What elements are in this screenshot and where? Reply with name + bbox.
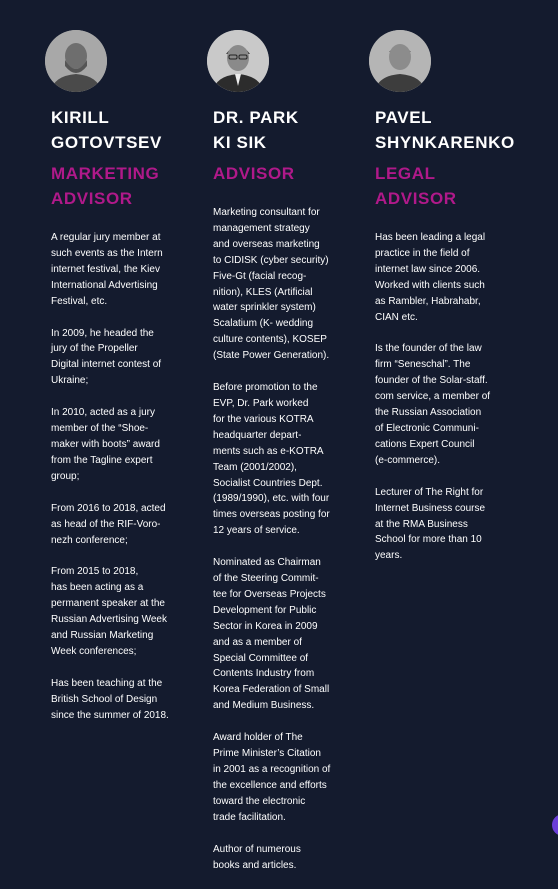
bio-paragraph: Marketing consultant for management strategy and overseas marketing to CIDISK (cyber security) Five-Gt (facial recog- nition), KLES (Artificial water sprinkler system) Scalatium (K- wedding culture contents), KOSEP (State Power Generation). xyxy=(213,207,330,362)
bio-paragraph: In 2010, acted as a jury member of the “Shoe- maker with boots” award from the Tagline expert group; xyxy=(51,407,160,482)
advisor-role: MARKETING ADVISOR xyxy=(51,164,160,208)
bio-paragraph: Has been leading a legal practice in the field of internet law since 2006. Worked with clients such as Rambler, Habrahabr, CIAN etc. xyxy=(375,232,486,323)
advisor-role: LEGAL ADVISOR xyxy=(375,164,457,208)
advisor-bio xyxy=(51,230,193,740)
bio-paragraph: Nominated as Chairman of the Steering Commit- tee for Overseas Projects Development for Public Sector in Korea in 2009 and as a member of Special Committee of Contents Industry from Korea Federation of Small and Medium Business. xyxy=(213,557,330,712)
bio-paragraph: Has been teaching at the British School of Design since the summer of 2018. xyxy=(51,677,169,721)
advisor-name: DR. PARK KI SIK xyxy=(213,108,299,152)
advisor-name: KIRILL GOTOVTSEV xyxy=(51,108,162,152)
bio-paragraph: From 2016 to 2018, acted as head of the RIF-Voro- nezh conference; xyxy=(51,502,166,546)
avatar xyxy=(207,30,269,92)
floating-action-button[interactable] xyxy=(552,814,558,836)
bio-paragraph: Lecturer of The Right for Internet Business course at the RMA Business School for more than 10 years. xyxy=(375,486,486,562)
advisor-role: ADVISOR xyxy=(213,164,295,183)
advisor-name: PAVEL SHYNKARENKO xyxy=(375,108,515,152)
bio-paragraph: Is the founder of the law firm “Seneschal”. The founder of the Solar-staff. com service, a member of the Russian Association of Electronic Communi- cations Expert Council (e-commerce). xyxy=(375,343,491,466)
bio-paragraph: Author of numerous books and articles. xyxy=(213,843,301,871)
bio-paragraph: Award holder of The Prime Minister’s Citation in 2001 as a recognition of the excellence and efforts toward the electronic trade facilitation. xyxy=(213,732,331,823)
bio-paragraph: A regular jury member at such events as the Intern internet festival, the Kiev International Advertising Festival, etc. xyxy=(51,232,163,307)
bio-paragraph: Before promotion to the EVP, Dr. Park worked for the various KOTRA headquarter depart- ments such as e-KOTRA Team (2001/2002), Socialist Countries Dept. (1989/1990), etc. with four times overseas posting for 12 years of service. xyxy=(213,382,330,537)
advisor-bio xyxy=(375,230,517,580)
avatar xyxy=(45,30,107,92)
avatar xyxy=(369,30,431,92)
bio-paragraph: In 2009, he headed the jury of the Propeller Digital internet contest of Ukraine; xyxy=(51,327,162,387)
bio-paragraph: From 2015 to 2018, has been acting as a permanent speaker at the Russian Advertising Week and Russian Marketing Week conferences; xyxy=(51,566,167,657)
advisor-bio xyxy=(213,205,355,889)
